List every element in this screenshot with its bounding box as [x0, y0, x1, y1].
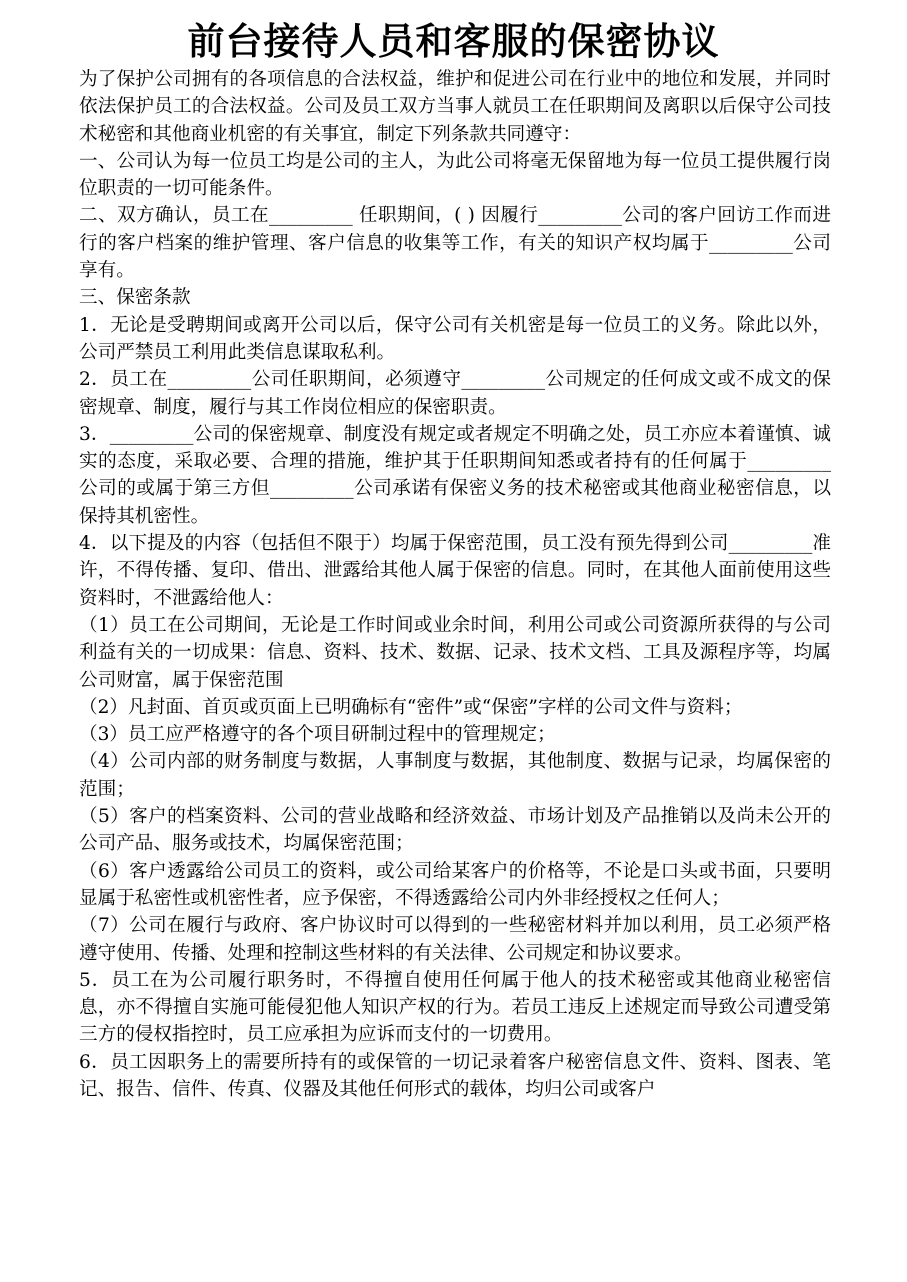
document-body: [79, 66, 831, 1103]
sub-item-2: （2）凡封面、首页或页面上已明确标有“密件”或“保密”字样的公司文件与资料；: [79, 696, 743, 718]
clause-two: 二、双方确认，员工在_________ 任职期间，( ) 因履行_________公司的客户回访工作而进行的客户档案的维护管理、客户信息的收集等工作，有关的知识产权均属于_________公司享有。: [79, 205, 831, 282]
confidentiality-item-5: 5．员工在为公司履行职务时，不得擅自使用任何属于他人的技术秘密或其他商业秘密信息，亦不得擅自实施可能侵犯他人知识产权的行为。若员工违反上述规定而导致公司遭受第三方的侵权指控时，员工应承担为应诉而支付的一切费用。: [79, 969, 831, 1046]
clause-one: 一、公司认为每一位员工均是公司的主人，为此公司将毫无保留地为每一位员工提供履行岗位职责的一切可能条件。: [79, 150, 831, 200]
confidentiality-item-1: 1．无论是受聘期间或离开公司以后，保守公司有关机密是每一位员工的义务。除此以外，公司严禁员工利用此类信息谋取私利。: [79, 314, 831, 363]
sub-item-6: （6）客户透露给公司员工的资料，或公司给某客户的价格等，不论是口头或书面，只要明显属于私密性或机密性者，应予保密，不得透露给公司内外非经授权之任何人；: [79, 860, 831, 909]
sub-item-7: （7）公司在履行与政府、客户协议时可以得到的一些秘密材料并加以利用，员工必须严格遵守使用、传播、处理和控制这些材料的有关法律、公司规定和协议要求。: [79, 915, 831, 964]
section-heading-confidentiality: 三、保密条款: [79, 287, 191, 309]
confidentiality-item-2: 2．员工在_________公司任职期间，必须遵守_________公司规定的任何成文或不成文的保密规章、制度，履行与其工作岗位相应的保密职责。: [79, 369, 831, 418]
sub-item-4: （4）公司内部的财务制度与数据，人事制度与数据，其他制度、数据与记录，均属保密的范围；: [79, 751, 831, 800]
document-title: 前台接待人员和客服的保密协议: [187, 19, 720, 63]
confidentiality-item-4: 4．以下提及的内容（包括但不限于）均属于保密范围，员工没有预先得到公司_________准许，不得传播、复印、借出、泄露给其他人属于保密的信息。同时，在其他人面前使用这些资料时，不泄露给他人：: [79, 533, 831, 609]
confidentiality-item-6: 6．员工因职务上的需要所持有的或保管的一切记录着客户秘密信息文件、资料、图表、笔记、报告、信件、传真、仪器及其他任何形式的载体，均归公司或客户: [79, 1051, 831, 1100]
sub-item-5: （5）客户的档案资料、公司的营业战略和经济效益、市场计划及产品推销以及尚未公开的公司产品、服务或技术，均属保密范围；: [79, 806, 831, 855]
confidentiality-item-3: 3．_________公司的保密规章、制度没有规定或者规定不明确之处，员工亦应本着谨慎、诚实的态度，采取必要、合理的措施，维护其于任职期间知悉或者持有的任何属于_________公司的或属于第三方但_________公司承诺有保密义务的技术秘密或其他商业秘密信息，以保持其机密性。: [79, 423, 831, 527]
sub-item-3: （3）员工应严格遵守的各个项目研制过程中的管理规定；: [79, 724, 556, 746]
sub-item-1: （1）员工在公司期间，无论是工作时间或业余时间，利用公司或公司资源所获得的与公司利益有关的一切成果：信息、资料、技术、数据、记录、技术文档、工具及源程序等，均属公司财富，属于保密范围: [79, 614, 831, 691]
intro-paragraph: 为了保护公司拥有的各项信息的合法权益，维护和促进公司在行业中的地位和发展，并同时依法保护员工的合法权益。公司及员工双方当事人就员工在任职期间及离职以后保守公司技术秘密和其他商业机密的有关事宜，制定下列条款共同遵守：: [79, 69, 831, 145]
